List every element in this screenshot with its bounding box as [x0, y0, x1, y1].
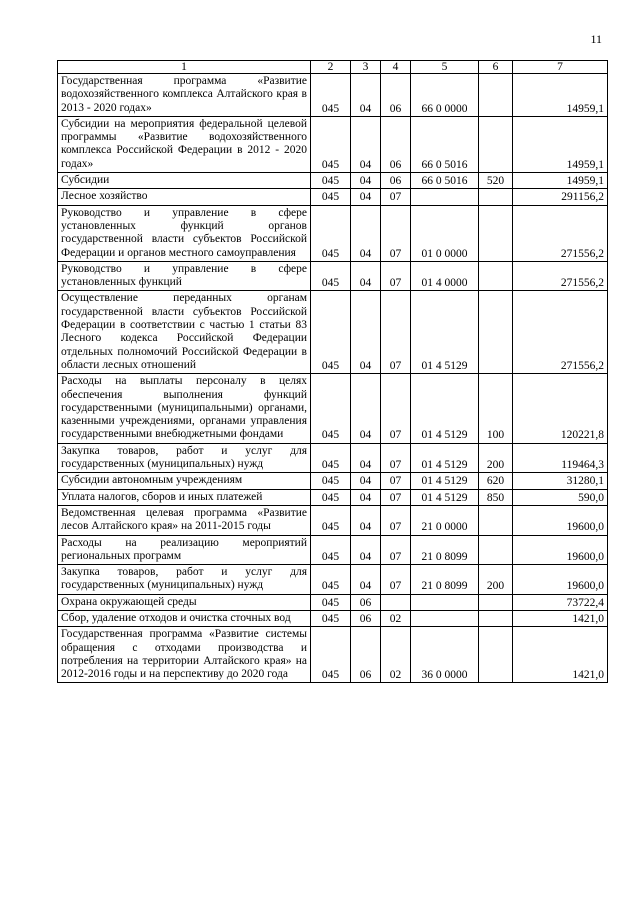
cell-dept-code: 045 [311, 505, 351, 535]
cell-name: Закупка товаров, работ и услуг для государственных (муниципальных) нужд [58, 443, 311, 473]
cell-subsection [381, 594, 411, 610]
cell-target-article [411, 594, 479, 610]
cell-target-article: 01 4 0000 [411, 261, 479, 291]
cell-amount: 19600,0 [513, 505, 608, 535]
table-row [58, 565, 608, 595]
cell-subsection: 06 [381, 173, 411, 189]
cell-dept-code: 045 [311, 610, 351, 626]
cell-target-article: 01 0 0000 [411, 205, 479, 261]
table-row [58, 489, 608, 505]
cell-dept-code: 045 [311, 473, 351, 489]
cell-subsection: 02 [381, 610, 411, 626]
cell-target-article: 66 0 5016 [411, 173, 479, 189]
cell-expense-type: 100 [479, 374, 513, 443]
cell-name: Охрана окружающей среды [58, 594, 311, 610]
table-row [58, 473, 608, 489]
cell-section: 04 [351, 205, 381, 261]
table-header-row [58, 61, 608, 74]
table-row [58, 594, 608, 610]
cell-subsection: 07 [381, 473, 411, 489]
cell-target-article: 01 4 5129 [411, 489, 479, 505]
table-row [58, 443, 608, 473]
cell-dept-code: 045 [311, 443, 351, 473]
cell-expense-type: 520 [479, 173, 513, 189]
table-row [58, 261, 608, 291]
cell-section: 04 [351, 189, 381, 205]
cell-expense-type [479, 610, 513, 626]
cell-dept-code: 045 [311, 205, 351, 261]
cell-target-article: 66 0 0000 [411, 74, 479, 117]
cell-target-article: 01 4 5129 [411, 374, 479, 443]
cell-section: 04 [351, 443, 381, 473]
table-row [58, 505, 608, 535]
cell-dept-code: 045 [311, 74, 351, 117]
table-row [58, 374, 608, 443]
table-row [58, 291, 608, 374]
page-number: 11 [590, 32, 602, 46]
cell-name: Уплата налогов, сборов и иных платежей [58, 489, 311, 505]
cell-target-article: 01 4 5129 [411, 473, 479, 489]
header-col-1: 1 [58, 61, 311, 74]
cell-amount: 590,0 [513, 489, 608, 505]
cell-subsection: 07 [381, 489, 411, 505]
cell-subsection: 07 [381, 374, 411, 443]
cell-expense-type: 850 [479, 489, 513, 505]
cell-name: Закупка товаров, работ и услуг для государственных (муниципальных) нужд [58, 565, 311, 595]
cell-section: 04 [351, 565, 381, 595]
cell-section: 04 [351, 173, 381, 189]
cell-dept-code: 045 [311, 173, 351, 189]
cell-subsection: 07 [381, 505, 411, 535]
table-row [58, 205, 608, 261]
cell-expense-type [479, 205, 513, 261]
cell-subsection: 07 [381, 535, 411, 565]
cell-section: 06 [351, 594, 381, 610]
cell-name: Субсидии на мероприятия федеральной целевой программы «Развитие водохозяйственного комплекса Российской Федерации в 2012 - 2020 годах» [58, 116, 311, 172]
header-col-2: 2 [311, 61, 351, 74]
cell-amount: 14959,1 [513, 173, 608, 189]
cell-amount: 31280,1 [513, 473, 608, 489]
cell-name: Субсидии [58, 173, 311, 189]
cell-section: 04 [351, 489, 381, 505]
cell-name: Государственная программа «Развитие водохозяйственного комплекса Алтайского края в 2013 - 2020 годах» [58, 74, 311, 117]
cell-expense-type: 200 [479, 443, 513, 473]
cell-section: 04 [351, 261, 381, 291]
cell-section: 04 [351, 374, 381, 443]
cell-expense-type [479, 505, 513, 535]
header-col-4: 4 [381, 61, 411, 74]
cell-expense-type [479, 535, 513, 565]
cell-expense-type [479, 291, 513, 374]
cell-section: 04 [351, 291, 381, 374]
cell-subsection: 07 [381, 189, 411, 205]
cell-target-article [411, 189, 479, 205]
table-row [58, 610, 608, 626]
cell-name: Лесное хозяйство [58, 189, 311, 205]
cell-dept-code: 045 [311, 189, 351, 205]
cell-target-article: 66 0 5016 [411, 116, 479, 172]
cell-target-article: 21 0 0000 [411, 505, 479, 535]
table-row [58, 627, 608, 683]
cell-target-article: 21 0 8099 [411, 535, 479, 565]
cell-amount: 271556,2 [513, 205, 608, 261]
cell-expense-type [479, 627, 513, 683]
cell-amount: 291156,2 [513, 189, 608, 205]
cell-expense-type [479, 74, 513, 117]
cell-amount: 73722,4 [513, 594, 608, 610]
table-row [58, 116, 608, 172]
cell-name: Субсидии автономным учреждениям [58, 473, 311, 489]
cell-dept-code: 045 [311, 261, 351, 291]
cell-target-article: 36 0 0000 [411, 627, 479, 683]
cell-section: 04 [351, 473, 381, 489]
table-row [58, 535, 608, 565]
header-col-5: 5 [411, 61, 479, 74]
cell-name: Сбор, удаление отходов и очистка сточных вод [58, 610, 311, 626]
cell-amount: 120221,8 [513, 374, 608, 443]
header-col-3: 3 [351, 61, 381, 74]
cell-name: Руководство и управление в сфере установленных функций [58, 261, 311, 291]
cell-subsection: 07 [381, 291, 411, 374]
cell-section: 06 [351, 627, 381, 683]
cell-amount: 119464,3 [513, 443, 608, 473]
cell-expense-type [479, 116, 513, 172]
cell-dept-code: 045 [311, 116, 351, 172]
cell-subsection: 07 [381, 261, 411, 291]
cell-amount: 19600,0 [513, 565, 608, 595]
cell-dept-code: 045 [311, 489, 351, 505]
cell-name: Расходы на реализацию мероприятий региональных программ [58, 535, 311, 565]
cell-subsection: 07 [381, 443, 411, 473]
cell-amount: 14959,1 [513, 116, 608, 172]
cell-target-article: 01 4 5129 [411, 291, 479, 374]
cell-amount: 14959,1 [513, 74, 608, 117]
cell-dept-code: 045 [311, 535, 351, 565]
cell-section: 04 [351, 74, 381, 117]
cell-subsection: 02 [381, 627, 411, 683]
cell-dept-code: 045 [311, 594, 351, 610]
cell-name: Расходы на выплаты персоналу в целях обеспечения выполнения функций государственными (муниципальными) органами, казенными учреждениями, органами управления государственными внебюджетными фондами [58, 374, 311, 443]
table-row [58, 173, 608, 189]
cell-name: Ведомственная целевая программа «Развитие лесов Алтайского края» на 2011-2015 годы [58, 505, 311, 535]
cell-dept-code: 045 [311, 565, 351, 595]
cell-dept-code: 045 [311, 627, 351, 683]
cell-amount: 1421,0 [513, 627, 608, 683]
table-row [58, 189, 608, 205]
cell-amount: 271556,2 [513, 291, 608, 374]
cell-expense-type [479, 189, 513, 205]
cell-dept-code: 045 [311, 291, 351, 374]
cell-expense-type: 200 [479, 565, 513, 595]
cell-section: 06 [351, 610, 381, 626]
cell-subsection: 07 [381, 565, 411, 595]
cell-target-article: 21 0 8099 [411, 565, 479, 595]
cell-target-article [411, 610, 479, 626]
header-col-6: 6 [479, 61, 513, 74]
cell-section: 04 [351, 505, 381, 535]
cell-section: 04 [351, 535, 381, 565]
cell-expense-type [479, 594, 513, 610]
cell-amount: 271556,2 [513, 261, 608, 291]
budget-table [57, 60, 608, 683]
cell-subsection: 06 [381, 116, 411, 172]
cell-name: Руководство и управление в сфере установленных функций органов государственной власти субъектов Российской Федерации и органов местного самоуправления [58, 205, 311, 261]
cell-dept-code: 045 [311, 374, 351, 443]
header-col-7: 7 [513, 61, 608, 74]
cell-expense-type: 620 [479, 473, 513, 489]
cell-name: Осуществление переданных органам государственной власти субъектов Российской Федерации в соответствии с частью 1 статьи 83 Лесного кодекса Российской Федерации отдельных полномочий Российской Федерации в области лесных отношений [58, 291, 311, 374]
cell-target-article: 01 4 5129 [411, 443, 479, 473]
cell-section: 04 [351, 116, 381, 172]
cell-amount: 19600,0 [513, 535, 608, 565]
table-row [58, 74, 608, 117]
cell-subsection: 07 [381, 205, 411, 261]
cell-expense-type [479, 261, 513, 291]
cell-name: Государственная программа «Развитие системы обращения с отходами производства и потребления на территории Алтайского края» на 2012-2016 годы и на перспективу до 2020 года [58, 627, 311, 683]
cell-subsection: 06 [381, 74, 411, 117]
cell-amount: 1421,0 [513, 610, 608, 626]
